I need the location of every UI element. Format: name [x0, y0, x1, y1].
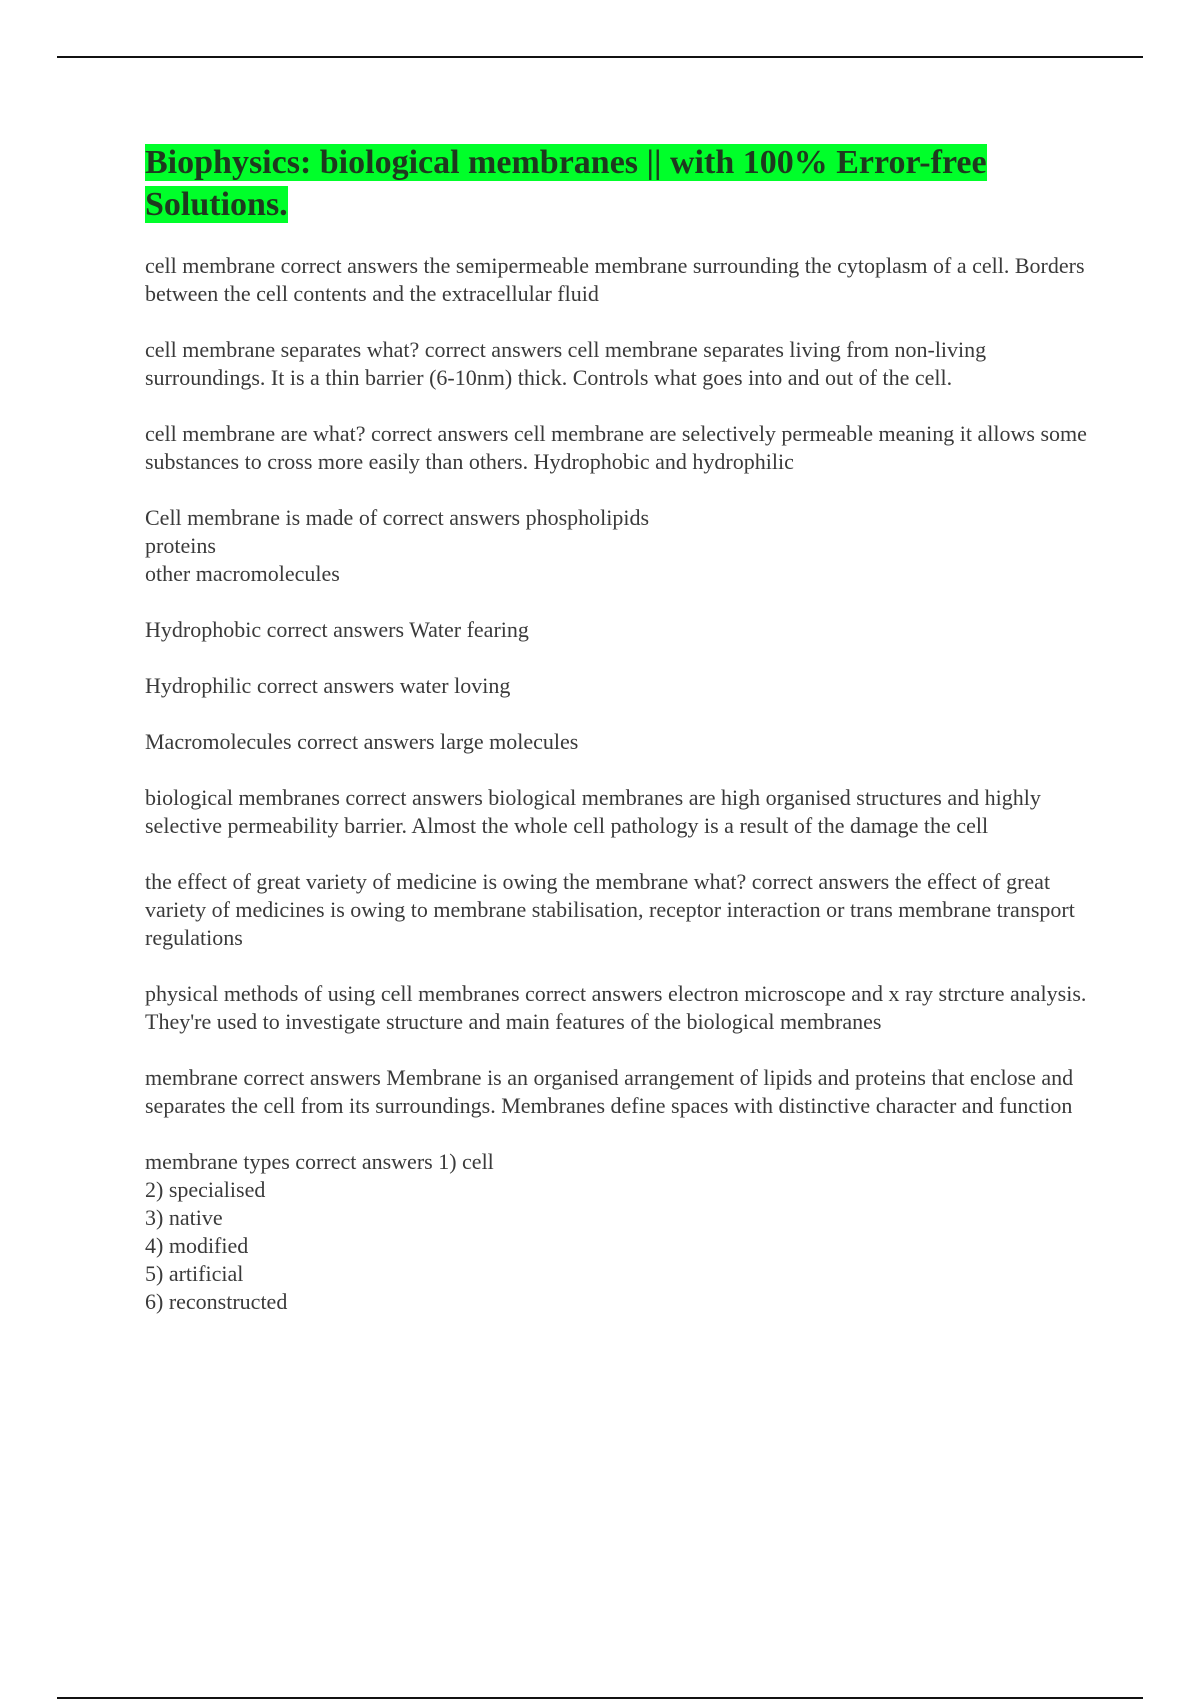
qa-entry: membrane correct answers Membrane is an organised arrangement of lipids and proteins that enclose and separates the cell from its surroundings. Membranes define spaces with distinctive character and function: [145, 1065, 1074, 1118]
qa-entry: cell membrane are what? correct answers cell membrane are selectively permeable meaning it allows some substances to cross more easily than others. Hydrophobic and hydrophilic: [145, 421, 1087, 474]
qa-entry: Macromolecules correct answers large molecules: [145, 729, 579, 754]
qa-entry: cell membrane correct answers the semipermeable membrane surrounding the cytoplasm of a cell. Borders between the cell contents and the extracellular fluid: [145, 253, 1085, 306]
footer-rule: [57, 1697, 1143, 1699]
qa-entry: Hydrophobic correct answers Water fearing: [145, 617, 529, 642]
qa-entry: physical methods of using cell membranes correct answers electron microscope and x ray strcture analysis. They're used to investigate structure and main features of the biological membranes: [145, 981, 1087, 1034]
document-title: [145, 142, 1100, 226]
qa-entry: cell membrane separates what? correct answers cell membrane separates living from non-living surroundings. It is a thin barrier (6-10nm) thick. Controls what goes into and out of the cell.: [145, 337, 987, 390]
qa-entry: membrane types correct answers 1) cell 2) specialised 3) native 4) modified 5) artificial 6) reconstructed: [145, 1149, 494, 1314]
qa-entry: Cell membrane is made of correct answers phospholipids proteins other macromolecules: [145, 505, 650, 586]
qa-entry: the effect of great variety of medicine is owing the membrane what? correct answers the effect of great variety of medicines is owing to membrane stabilisation, receptor interaction or trans membrane transport regulations: [145, 869, 1075, 950]
qa-entry: biological membranes correct answers biological membranes are high organised structures and highly selective permeability barrier. Almost the whole cell pathology is a result of the damage the cell: [145, 785, 1041, 838]
header-rule: [57, 56, 1143, 58]
qa-entry: Hydrophilic correct answers water loving: [145, 673, 511, 698]
document-title-highlight: Biophysics: biological membranes || with 100% Error-free Solutions.: [145, 144, 987, 223]
document-body: [145, 142, 1100, 1344]
